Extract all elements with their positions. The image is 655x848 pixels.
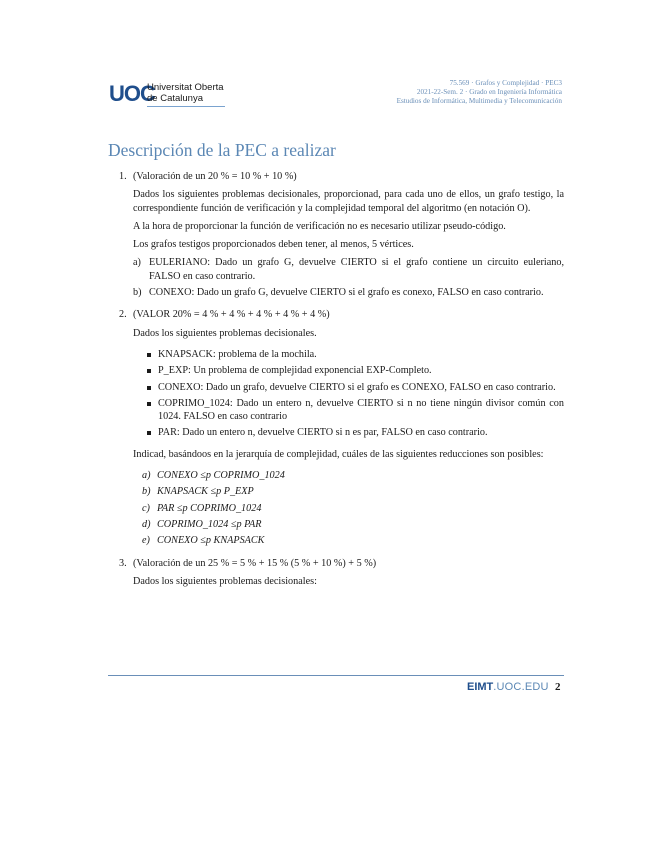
footer-divider xyxy=(108,675,564,676)
uoc-logo xyxy=(109,80,225,110)
bullet-icon xyxy=(147,353,151,357)
page-number: 2 xyxy=(555,681,561,693)
question-3 xyxy=(108,557,564,589)
course-header xyxy=(397,79,562,106)
question-heading: (Valoración de un 20 % = 10 % + 10 %) xyxy=(133,171,297,182)
reduction-item: d) COPRIMO_1024 ≤p PAR xyxy=(142,518,262,530)
paragraph: A la hora de proporcionar la función de verificación no es necesario utilizar pseudo-código. xyxy=(133,220,506,232)
paragraph: Los grafos testigos proporcionados deben tener, al menos, 5 vértices. xyxy=(133,239,414,251)
logo-underline xyxy=(147,106,225,107)
university-name: Universitat Oberta de Catalunya xyxy=(147,82,224,104)
uoc-logo-mark: UOC xyxy=(109,81,155,106)
paragraph: Dados los siguientes problemas decisionales, proporcionad, para cada uno de ellos, un grafo testigo, la correspondiente función de verificación y la complejidad temporal del algoritmo (en notación O). xyxy=(133,189,564,214)
studies-line: Estudios de Informática, Multimedia y Telecomunicación xyxy=(396,97,562,105)
reduction-item: a) CONEXO ≤p COPRIMO_1024 xyxy=(142,470,285,482)
footer-brand: EIMT.UOC.EDU xyxy=(467,681,549,693)
question-heading: (Valoración de un 25 % = 5 % + 15 % (5 % + 10 %) + 5 %) xyxy=(133,557,377,569)
paragraph: Dados los siguientes problemas decisionales. xyxy=(133,327,317,339)
page-title: Descripción de la PEC a realizar xyxy=(108,140,336,160)
bullet-icon xyxy=(147,402,151,406)
question-2 xyxy=(108,308,564,547)
bullet-icon xyxy=(147,431,151,435)
list-item: CONEXO: Dado un grafo, devuelve CIERTO si el grafo es CONEXO, FALSO en caso contrario. xyxy=(133,381,564,394)
reduction-item: b) KNAPSACK ≤p P_EXP xyxy=(142,486,254,498)
question-1 xyxy=(108,170,564,299)
paragraph: Dados los siguientes problemas decisionales: xyxy=(133,575,317,587)
bullet-icon xyxy=(147,369,151,373)
bullet-icon xyxy=(147,386,151,390)
reduction-item: e) CONEXO ≤p KNAPSACK xyxy=(142,535,265,547)
list-item: P_EXP: Un problema de complejidad exponencial EXP-Completo. xyxy=(133,364,564,377)
sub-item-list xyxy=(133,256,564,299)
question-number: 3. xyxy=(119,557,127,569)
exercise-list xyxy=(108,170,564,588)
question-heading: (VALOR 20% = 4 % + 4 % + 4 % + 4 % + 4 %) xyxy=(133,309,330,321)
sub-item: a) EULERIANO: Dado un grafo G, devuelve CIERTO si el grafo contiene un circuito euleriano, FALSO en caso contrario. xyxy=(133,257,564,282)
sub-item: b) CONEXO: Dado un grafo G, devuelve CIERTO si el grafo es conexo, FALSO en caso contrario. xyxy=(133,287,544,299)
semester-line: 2021-22-Sem. 2 · Grado en Ingeniería Informática xyxy=(416,88,562,96)
list-item: KNAPSACK: problema de la mochila. xyxy=(133,348,564,361)
bullet-list xyxy=(133,348,564,440)
list-item: COPRIMO_1024: Dado un entero n, devuelve CIERTO si n no tiene ningún divisor común con 1024. FALSO en caso contrario xyxy=(133,397,564,424)
list-item: PAR: Dado un entero n, devuelve CIERTO si n es par, FALSO en caso contrario. xyxy=(133,426,564,439)
reduction-list xyxy=(133,469,564,547)
course-line: 75.569 · Grafos y Complejidad · PEC3 xyxy=(449,79,562,87)
paragraph: Indicad, basándoos en la jerarquía de complejidad, cuáles de las siguientes reducciones son posibles: xyxy=(133,448,544,460)
reduction-item: c) PAR ≤p COPRIMO_1024 xyxy=(142,502,262,514)
question-number: 1. xyxy=(119,171,127,182)
question-number: 2. xyxy=(119,309,127,321)
